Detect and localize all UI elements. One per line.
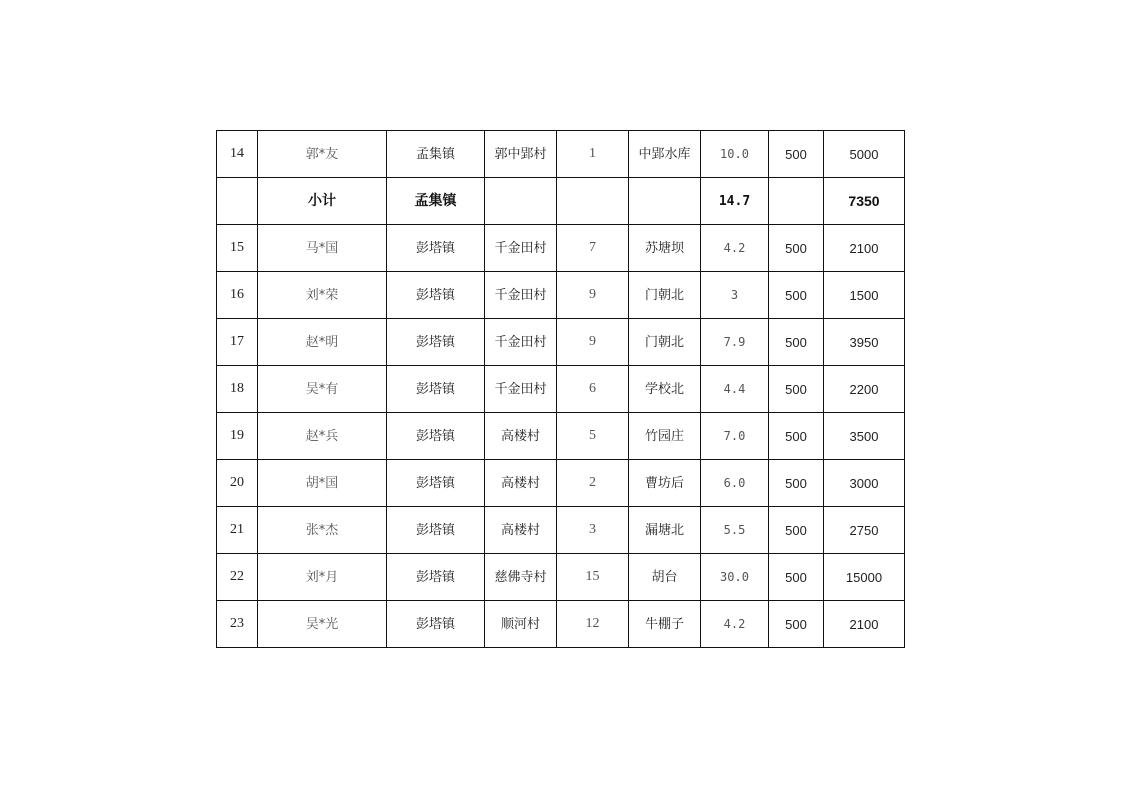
town-cell: 彭塔镇 bbox=[387, 507, 485, 554]
area-cell: 30.0 bbox=[701, 554, 769, 601]
row-number-cell: 19 bbox=[217, 413, 258, 460]
town-cell: 彭塔镇 bbox=[387, 601, 485, 648]
table-row bbox=[217, 366, 905, 413]
name-cell: 小计 bbox=[258, 178, 387, 225]
location-cell: 中郢水库 bbox=[629, 131, 701, 178]
location-cell: 胡台 bbox=[629, 554, 701, 601]
table-row bbox=[217, 601, 905, 648]
row-number-cell: 16 bbox=[217, 272, 258, 319]
location-cell: 门朝北 bbox=[629, 272, 701, 319]
village-cell: 千金田村 bbox=[485, 225, 557, 272]
location-cell: 漏塘北 bbox=[629, 507, 701, 554]
area-cell: 7.9 bbox=[701, 319, 769, 366]
area-cell: 4.2 bbox=[701, 601, 769, 648]
rate-cell: 500 bbox=[769, 601, 824, 648]
amount-cell: 2750 bbox=[824, 507, 905, 554]
town-cell: 孟集镇 bbox=[387, 178, 485, 225]
table-row bbox=[217, 272, 905, 319]
amount-cell: 15000 bbox=[824, 554, 905, 601]
table-row bbox=[217, 507, 905, 554]
amount-cell: 2200 bbox=[824, 366, 905, 413]
name-cell: 赵*明 bbox=[258, 319, 387, 366]
area-cell: 5.5 bbox=[701, 507, 769, 554]
row-number-cell: 21 bbox=[217, 507, 258, 554]
village-cell: 高楼村 bbox=[485, 507, 557, 554]
village-cell: 千金田村 bbox=[485, 366, 557, 413]
location-cell: 曹坊后 bbox=[629, 460, 701, 507]
name-cell: 郭*友 bbox=[258, 131, 387, 178]
rate-cell bbox=[769, 178, 824, 225]
group-cell: 1 bbox=[557, 131, 629, 178]
town-cell: 孟集镇 bbox=[387, 131, 485, 178]
rate-cell: 500 bbox=[769, 366, 824, 413]
group-cell: 3 bbox=[557, 507, 629, 554]
village-cell: 慈佛寺村 bbox=[485, 554, 557, 601]
rate-cell: 500 bbox=[769, 272, 824, 319]
rate-cell: 500 bbox=[769, 225, 824, 272]
town-cell: 彭塔镇 bbox=[387, 272, 485, 319]
group-cell: 5 bbox=[557, 413, 629, 460]
area-cell: 7.0 bbox=[701, 413, 769, 460]
row-number-cell: 14 bbox=[217, 131, 258, 178]
village-cell bbox=[485, 178, 557, 225]
name-cell: 赵*兵 bbox=[258, 413, 387, 460]
location-cell: 竹园庄 bbox=[629, 413, 701, 460]
rate-cell: 500 bbox=[769, 554, 824, 601]
row-number-cell: 18 bbox=[217, 366, 258, 413]
area-cell: 6.0 bbox=[701, 460, 769, 507]
rate-cell: 500 bbox=[769, 131, 824, 178]
name-cell: 刘*荣 bbox=[258, 272, 387, 319]
subtotal-row bbox=[217, 178, 905, 225]
group-cell: 2 bbox=[557, 460, 629, 507]
town-cell: 彭塔镇 bbox=[387, 319, 485, 366]
table-row bbox=[217, 319, 905, 366]
village-cell: 高楼村 bbox=[485, 413, 557, 460]
location-cell: 牛棚子 bbox=[629, 601, 701, 648]
town-cell: 彭塔镇 bbox=[387, 413, 485, 460]
town-cell: 彭塔镇 bbox=[387, 366, 485, 413]
group-cell: 15 bbox=[557, 554, 629, 601]
location-cell bbox=[629, 178, 701, 225]
row-number-cell: 20 bbox=[217, 460, 258, 507]
rate-cell: 500 bbox=[769, 507, 824, 554]
rate-cell: 500 bbox=[769, 413, 824, 460]
group-cell: 7 bbox=[557, 225, 629, 272]
location-cell: 学校北 bbox=[629, 366, 701, 413]
table-row bbox=[217, 460, 905, 507]
name-cell: 刘*月 bbox=[258, 554, 387, 601]
name-cell: 马*国 bbox=[258, 225, 387, 272]
name-cell: 胡*国 bbox=[258, 460, 387, 507]
town-cell: 彭塔镇 bbox=[387, 225, 485, 272]
area-cell: 10.0 bbox=[701, 131, 769, 178]
village-cell: 千金田村 bbox=[485, 319, 557, 366]
village-cell: 千金田村 bbox=[485, 272, 557, 319]
group-cell: 9 bbox=[557, 319, 629, 366]
area-cell: 3 bbox=[701, 272, 769, 319]
location-cell: 苏塘坝 bbox=[629, 225, 701, 272]
row-number-cell: 22 bbox=[217, 554, 258, 601]
amount-cell: 1500 bbox=[824, 272, 905, 319]
name-cell: 吴*有 bbox=[258, 366, 387, 413]
name-cell: 张*杰 bbox=[258, 507, 387, 554]
amount-cell: 3950 bbox=[824, 319, 905, 366]
rate-cell: 500 bbox=[769, 460, 824, 507]
table-row bbox=[217, 225, 905, 272]
table-row bbox=[217, 131, 905, 178]
group-cell: 9 bbox=[557, 272, 629, 319]
village-cell: 高楼村 bbox=[485, 460, 557, 507]
village-cell: 郭中郢村 bbox=[485, 131, 557, 178]
area-cell: 14.7 bbox=[701, 178, 769, 225]
town-cell: 彭塔镇 bbox=[387, 460, 485, 507]
row-number-cell: 17 bbox=[217, 319, 258, 366]
row-number-cell bbox=[217, 178, 258, 225]
row-number-cell: 23 bbox=[217, 601, 258, 648]
amount-cell: 3500 bbox=[824, 413, 905, 460]
amount-cell: 7350 bbox=[824, 178, 905, 225]
table-row bbox=[217, 413, 905, 460]
amount-cell: 2100 bbox=[824, 225, 905, 272]
amount-cell: 3000 bbox=[824, 460, 905, 507]
row-number-cell: 15 bbox=[217, 225, 258, 272]
group-cell: 6 bbox=[557, 366, 629, 413]
group-cell bbox=[557, 178, 629, 225]
rate-cell: 500 bbox=[769, 319, 824, 366]
group-cell: 12 bbox=[557, 601, 629, 648]
amount-cell: 2100 bbox=[824, 601, 905, 648]
area-cell: 4.4 bbox=[701, 366, 769, 413]
village-cell: 顺河村 bbox=[485, 601, 557, 648]
town-cell: 彭塔镇 bbox=[387, 554, 485, 601]
area-cell: 4.2 bbox=[701, 225, 769, 272]
data-table bbox=[216, 130, 905, 648]
amount-cell: 5000 bbox=[824, 131, 905, 178]
table-row bbox=[217, 554, 905, 601]
name-cell: 吴*光 bbox=[258, 601, 387, 648]
location-cell: 门朝北 bbox=[629, 319, 701, 366]
